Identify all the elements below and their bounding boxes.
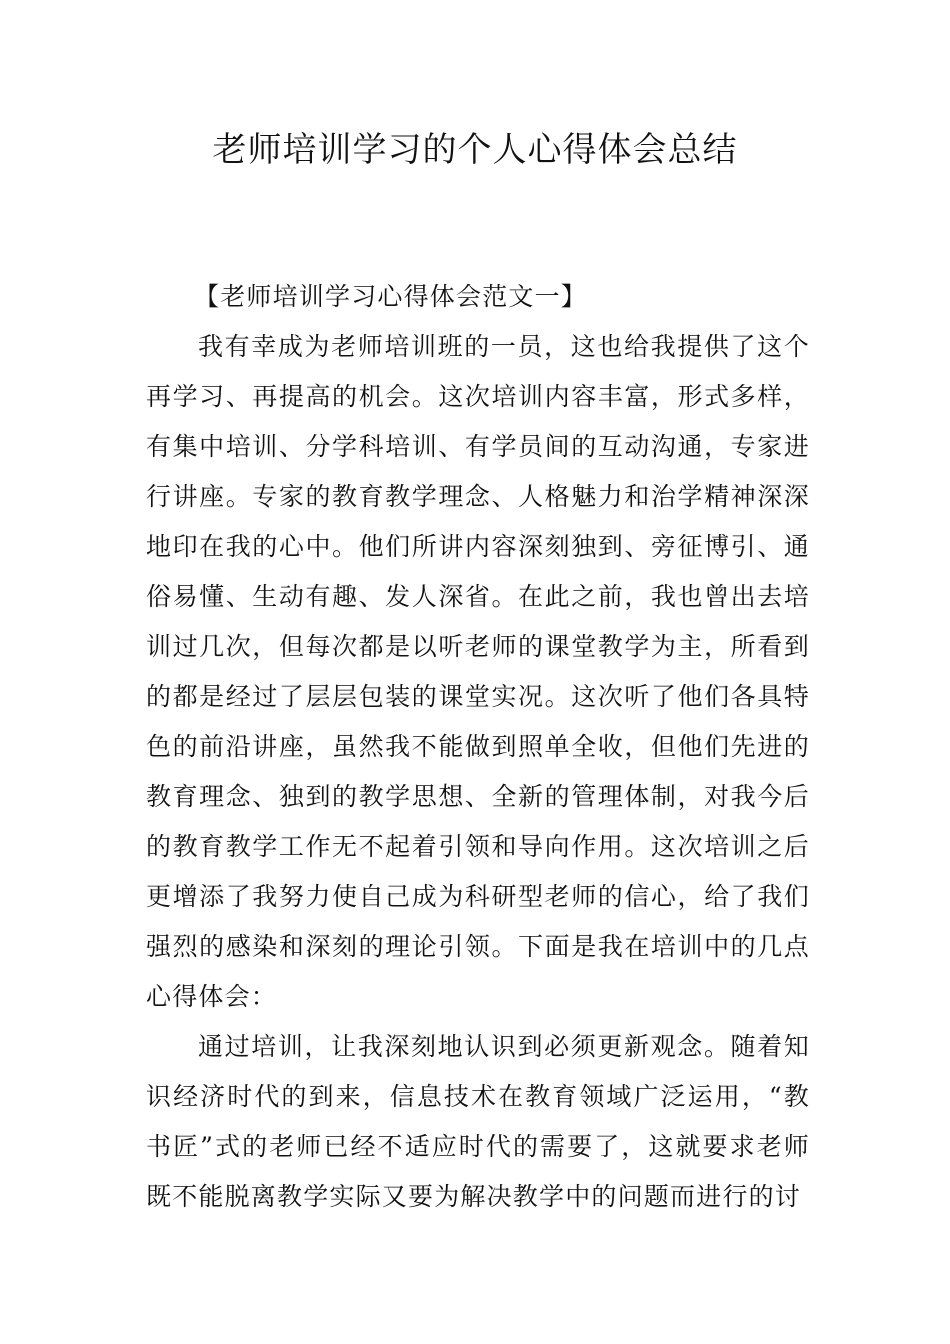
paragraph-2: 通过培训，让我深刻地认识到必须更新观念。随着知识经济时代的到来，信息技术在教育领域广泛运用，“教书匠”式的老师已经不适应时代的需要了，这就要求老师既不能脱离教学实际又要为解决教学中的问题而进行的讨 (146, 1032, 810, 1211)
document-body (146, 272, 810, 1222)
document-title: 老师培训学习的个人心得体会总结 (212, 130, 738, 170)
section-heading: 【老师培训学习心得体会范文一】 (194, 282, 588, 311)
paragraph-1: 我有幸成为老师培训班的一员，这也给我提供了这个再学习、再提高的机会。这次培训内容丰富，形式多样，有集中培训、分学科培训、有学员间的互动沟通，专家进行讲座。专家的教育教学理念、人格魅力和治学精神深深地印在我的心中。他们所讲内容深刻独到、旁征博引、通俗易懂、生动有趣、发人深省。在此之前，我也曾出去培训过几次，但每次都是以听老师的课堂教学为主，所看到的都是经过了层层包装的课堂实况。这次听了他们各具特色的前沿讲座，虽然我不能做到照单全收，但他们先进的教育理念、独到的教学思想、全新的管理体制，对我今后的教育教学工作无不起着引领和导向作用。这次培训之后更增添了我努力使自己成为科研型老师的信心，给了我们强烈的感染和深刻的理论引领。下面是我在培训中的几点心得体会： (146, 332, 810, 1011)
